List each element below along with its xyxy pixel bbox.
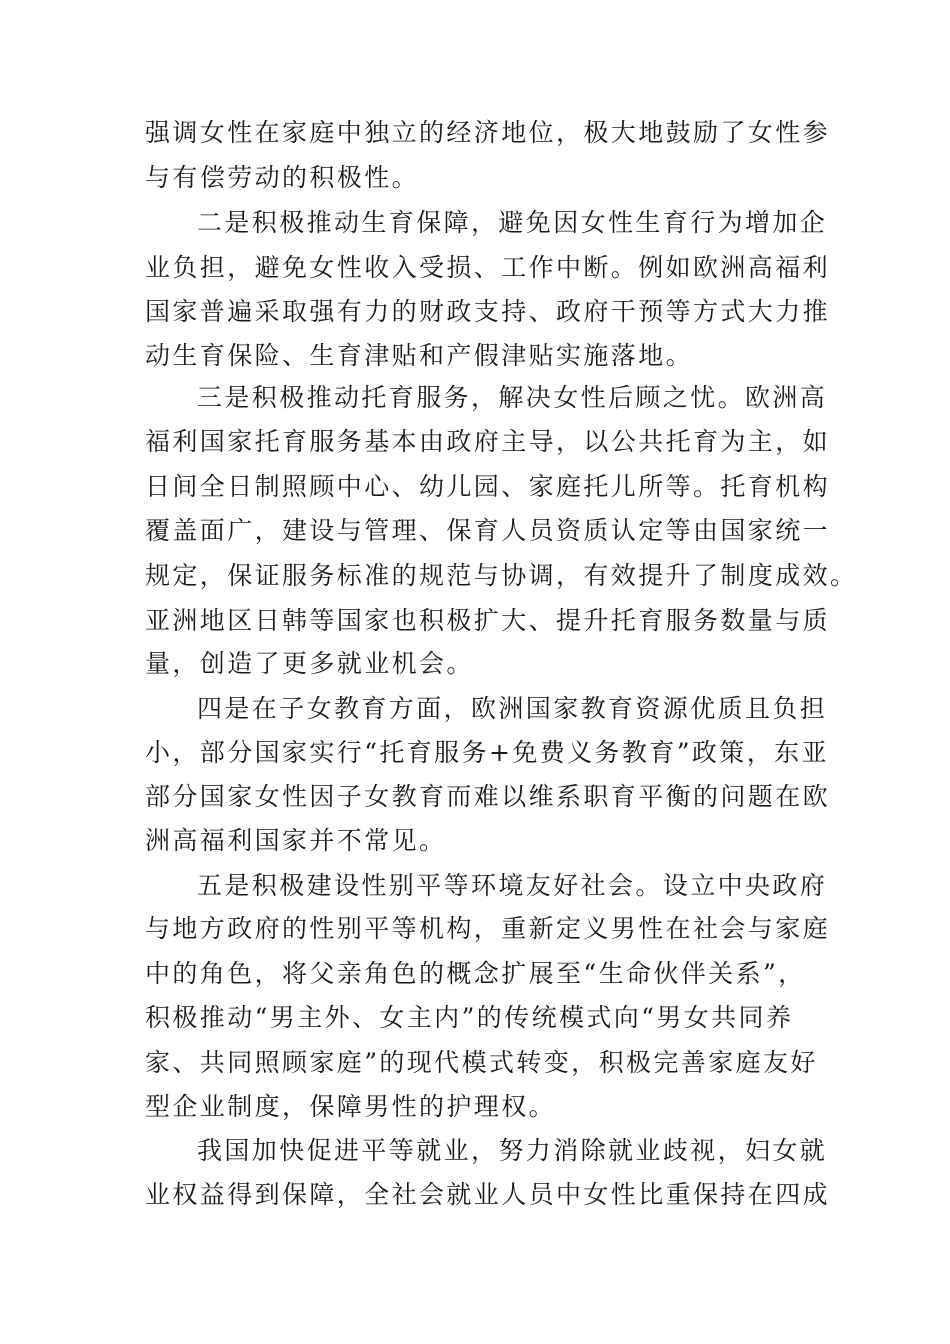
text-line: 业权益得到保障，全社会就业人员中女性比重保持在四成 bbox=[145, 1180, 831, 1209]
text-line: 积极推动“男主外、女主内”的传统模式向“男女共同养 bbox=[145, 1003, 794, 1032]
paragraph-start-line: 三是积极推动托育服务，解决女性后顾之忧。欧洲高 bbox=[197, 383, 828, 412]
text-line: 福利国家托育服务基本由政府主导，以公共托育为主，如 bbox=[145, 427, 831, 456]
paragraph-start-line: 二是积极推动生育保障，避免因女性生育行为增加企 bbox=[197, 208, 828, 237]
text-line: 国家普遍采取强有力的财政支持、政府干预等方式大力推 bbox=[145, 297, 831, 326]
text-line: 洲高福利国家并不常见。 bbox=[145, 826, 447, 855]
text-line: 动生育保险、生育津贴和产假津贴实施落地。 bbox=[145, 341, 694, 370]
text-line: 强调女性在家庭中独立的经济地位，极大地鼓励了女性参 bbox=[145, 118, 831, 147]
text-line: 与有偿劳动的积极性。 bbox=[145, 163, 420, 192]
text-line: 中的角色，将父亲角色的概念扩展至“生命伙伴关系”， bbox=[145, 959, 806, 988]
text-line: 与地方政府的性别平等机构，重新定义男性在社会与家庭 bbox=[145, 914, 831, 943]
text-line: 型企业制度，保障男性的护理权。 bbox=[145, 1092, 557, 1121]
text-line: 部分国家女性因子女教育而难以维系职育平衡的问题在欧 bbox=[145, 782, 831, 811]
text-line: 日间全日制照顾中心、幼儿园、家庭托儿所等。托育机构 bbox=[145, 472, 831, 501]
paragraph-start-line: 四是在子女教育方面，欧洲国家教育资源优质且负担 bbox=[197, 694, 828, 723]
text-line: 量，创造了更多就业机会。 bbox=[145, 649, 474, 678]
text-line: 家、共同照顾家庭”的现代模式转变，积极完善家庭友好 bbox=[145, 1048, 818, 1077]
paragraph-start-line: 我国加快促进平等就业，努力消除就业歧视，妇女就 bbox=[197, 1136, 828, 1165]
text-line: 小，部分国家实行“托育服务+免费义务教育”政策，东亚 bbox=[145, 738, 829, 767]
text-line: 业负担，避免女性收入受损、工作中断。例如欧洲高福利 bbox=[145, 253, 831, 282]
paragraph-start-line: 五是积极建设性别平等环境友好社会。设立中央政府 bbox=[197, 871, 828, 900]
text-line: 亚洲地区日韩等国家也积极扩大、提升托育服务数量与质 bbox=[145, 606, 831, 635]
text-line: 规定，保证服务标准的规范与协调，有效提升了制度成效。 bbox=[145, 561, 858, 590]
text-line: 覆盖面广，建设与管理、保育人员资质认定等由国家统一 bbox=[145, 516, 831, 545]
